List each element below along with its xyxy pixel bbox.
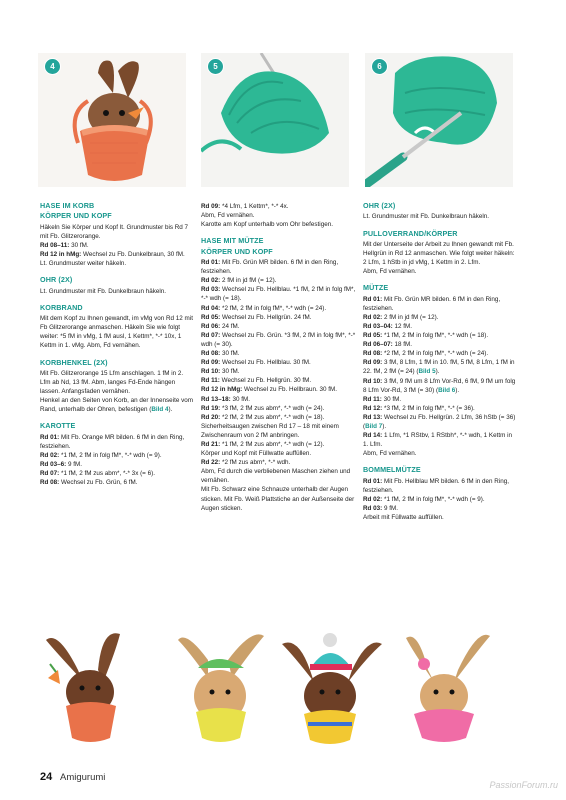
round-instruction: Rd 08: Wechsel zu Fb. Grün, 6 fM. xyxy=(40,479,138,487)
page-number: 24 xyxy=(40,771,53,783)
section-title-pulloverrand: PULLOVERRAND/KÖRPER xyxy=(363,228,458,238)
section-title-muetze: MÜTZE xyxy=(363,283,389,293)
instruction-text: Körper und Kopf mit Füllwatte auffüllen. xyxy=(201,450,312,458)
green-hat-hook-image xyxy=(365,53,513,187)
instruction-text: Lt. Grundmuster mit Fb. Dunkelbraun häkeln. xyxy=(40,287,166,295)
step-number-badge: 5 xyxy=(207,58,224,75)
instruction-text: Abm, Fd vernähen. xyxy=(201,212,255,220)
round-instruction: Rd 01: Mit Fb. Grün MR bilden. 6 fM in den Ring, festziehen. xyxy=(201,259,339,276)
section-title-bommelmuetze: BOMMELMÜTZE xyxy=(363,465,421,475)
round-instruction: Rd 12: *3 fM, 2 fM in folg fM*, *-* (= 36). xyxy=(363,404,475,412)
instruction-text: Abm, Fd vernähen. xyxy=(363,268,417,276)
instruction-text: Abm, Fd vernähen. xyxy=(363,450,417,458)
instruction-text: Henkel an den Seiten von Korb, an der Innenseite vom Rand, unterhalb der Ohren, befestigen (Bild 4). xyxy=(40,397,193,414)
round-instruction: Rd 01: Mit Fb. Hellblau MR bilden. 6 fM in den Ring, festziehen. xyxy=(363,477,509,494)
instruction-text: Lt. Grundmuster mit Fb. Dunkelbraun häkeln. xyxy=(363,213,489,221)
instruction-text: Lt. Grundmuster weiter häkeln. xyxy=(40,260,127,268)
four-bunnies-photo xyxy=(38,620,528,750)
round-instruction: Rd 21: *1 fM, 2 fM zus abm*, *-* wdh (= 12). xyxy=(201,440,325,448)
round-instruction: Rd 06: 24 fM. xyxy=(201,322,240,330)
round-instruction: Rd 10: 30 fM. xyxy=(201,368,240,376)
instruction-text: Mit Fb. Schwarz eine Schnauze unterhalb der Augen sticken. Mit Fb. Weiß Plattstiche an der Außenseite der Augen sticken. xyxy=(201,486,355,512)
watermark: PassionForum.ru xyxy=(489,780,558,790)
section-title-ohr: OHR (2X) xyxy=(363,201,396,210)
round-instruction: Rd 08: *2 fM, 2 fM in folg fM*, *-* wdh (= 24). xyxy=(363,350,489,358)
instruction-text: Mit der Unterseite der Arbeit zu Ihnen gewandt mit Fb. Hellgrün in Rd 12 anmaschen. Wie folgt weiter häkeln: 2 Lfm, 1 hStb in jd vMg, 1 Kettm in 2. Lfm. xyxy=(363,240,515,267)
section-title-korbhenkel: KORBHENKEL (2X) xyxy=(40,357,108,367)
image-reference: Bild 4 xyxy=(151,406,169,414)
magazine-title: Amigurumi xyxy=(60,772,106,783)
round-instruction: Rd 05: Wechsel zu Fb. Hellgrün. 24 fM. xyxy=(201,313,312,321)
round-instruction: Rd 11: Wechsel zu Fb. Hellgrün. 30 fM. xyxy=(201,377,312,385)
instruction-text: Mit Fb. Glitzerorange 15 Lfm anschlagen. 1 fM in 2. Lfm ab Nd, 13 fM. Abm, langes Fd-Ende hängen lassen. Anfangsfaden vernähen. xyxy=(40,369,184,396)
round-instruction: Rd 04: *2 fM, 2 fM in folg fM*, *-* wdh (= 24). xyxy=(201,304,327,312)
section-title-karotte: KAROTTE xyxy=(40,421,76,431)
round-instruction: Rd 09: Wechsel zu Fb. Hellblau. 30 fM. xyxy=(201,359,311,367)
text-column-1 xyxy=(40,202,195,487)
instruction-text: Sicherheitsaugen zwischen Rd 17 – 18 mit einem Zwischenraum von 2 fM anbringen. xyxy=(201,422,339,439)
round-instruction: Rd 05: *1 fM, 2 fM in folg fM*, *-* wdh (= 18). xyxy=(363,332,489,340)
bunny-basket-image xyxy=(38,53,186,187)
instruction-text: Karotte am Kopf unterhalb vom Ohr befestigen. xyxy=(201,221,333,229)
round-instruction: Rd 01: Mit Fb. Orange MR bilden. 6 fM in den Ring, festziehen. xyxy=(40,433,185,450)
round-instruction: Rd 08–11: 30 fM. xyxy=(40,242,89,249)
round-instruction: Rd 01: Mit Fb. Grün MR bilden. 6 fM in den Ring, festziehen. xyxy=(363,295,501,312)
round-instruction: Rd 07: Wechsel zu Fb. Grün. *3 fM, 2 fM in folg fM*, *-* wdh (= 30). xyxy=(201,331,356,348)
round-instruction: Rd 13: Wechsel zu Fb. Hellgrün. 2 Lfm, 36 hStb (= 36) (Bild 7). xyxy=(363,413,516,430)
round-instruction: Rd 12 in hMg: Wechsel zu Fb. Hellbraun. 30 fM. xyxy=(201,386,338,394)
round-instruction: Rd 03–04: 12 fM. xyxy=(363,322,413,330)
instruction-text: Mit dem Kopf zu Ihnen gewandt, im vMg von Rd 12 mit Fb Glitzerorange anmaschen. Häkeln Sie wie folgt weiter: *5 fM in vMg, 1 fM ausl, 1 Kettm*, *-* 10x, 1 Kettm in 1. vMg. Abm, Fd vernähen. xyxy=(40,315,193,350)
round-instruction: Rd 09: 3 fM, 8 Lfm, 1 fM in 10. fM, 5 fM, 8 Lfm, 1 fM in 22. fM, 2 fM (= 24) (Bild 5). xyxy=(363,359,515,376)
instruction-text: Abm, Fd durch die verbliebenen Maschen ziehen und vernähen. xyxy=(201,468,351,485)
section-title-hase-mit-muetze: HASE MIT MÜTZE xyxy=(201,236,264,246)
photo-step-5 xyxy=(201,53,349,187)
round-instruction: Rd 12 in hMg: Wechsel zu Fb. Dunkelbraun, 30 fM. xyxy=(40,251,185,259)
round-instruction: Rd 20: *2 fM, 2 fM zus abm*, *-* wdh (= 18). xyxy=(201,413,325,421)
step-number-badge: 4 xyxy=(44,58,61,75)
round-instruction: Rd 02: 2 fM in jd fM (= 12). xyxy=(363,313,439,321)
image-reference: Bild 5 xyxy=(418,368,436,376)
green-hat-crochet-image xyxy=(201,53,349,187)
instruction-text: Häkeln Sie Körper und Kopf lt. Grundmuster bis Rd 7 mit Fb. Glitzerorange. xyxy=(40,223,189,240)
step-number-badge: 6 xyxy=(371,58,388,75)
round-instruction: Rd 02: *1 fM, 2 fM in folg fM*, *-* wdh (= 9). xyxy=(40,452,162,460)
instruction-text: Arbeit mit Füllwatte auffüllen. xyxy=(363,514,444,522)
round-instruction: Rd 02: 2 fM in jd fM (= 12). xyxy=(201,277,277,285)
round-instruction: Rd 13–18: 30 fM. xyxy=(201,395,251,403)
round-instruction: Rd 22: *2 fM zus abm*, *-* wdh. xyxy=(201,459,291,467)
round-instruction: Rd 10: 3 fM, 9 fM um 8 Lfm Vor-Rd, 6 fM, 9 fM um folg 8 Lfm Vor-Rd, 3 fM (= 30) (Bild 6). xyxy=(363,377,516,394)
section-title-hase-im-korb: HASE IM KORB xyxy=(40,201,95,210)
section-title-ohr: OHR (2X) xyxy=(40,275,73,285)
round-instruction: Rd 03–6: 9 fM. xyxy=(40,461,82,469)
section-subtitle-koerper-kopf: KÖRPER UND KOPF xyxy=(40,211,112,221)
round-instruction: Rd 11: 30 fM. xyxy=(363,395,402,403)
image-reference: Bild 6 xyxy=(438,386,456,394)
round-instruction: Rd 09: *4 Lfm, 1 Kettm*, *-* 4x. xyxy=(201,203,289,210)
image-reference: Bild 7 xyxy=(365,423,383,430)
round-instruction: Rd 03: 9 fM. xyxy=(363,505,398,513)
round-instruction: Rd 03: Wechsel zu Fb. Hellblau. *1 fM, 2 fM in folg fM*, *-* wdh (= 18). xyxy=(201,286,356,303)
round-instruction: Rd 06–07: 18 fM. xyxy=(363,341,413,349)
text-column-3 xyxy=(363,202,518,522)
round-instruction: Rd 19: *3 fM, 2 fM zus abm*, *-* wdh (= 24). xyxy=(201,404,325,412)
round-instruction: Rd 08: 30 fM. xyxy=(201,350,240,358)
round-instruction: Rd 14: 1 Lfm, *1 RStbv, 1 RStbh*, *-* wdh, 1 Kettm in 1. Lfm. xyxy=(363,432,512,449)
photo-step-4 xyxy=(38,53,186,187)
section-subtitle-koerper-kopf: KÖRPER UND KOPF xyxy=(201,246,273,256)
round-instruction: Rd 02: *1 fM, 2 fM in folg fM*, *-* wdh (= 9). xyxy=(363,495,485,503)
section-title-korbrand: KORBRAND xyxy=(40,302,83,312)
text-column-2 xyxy=(201,202,356,513)
round-instruction: Rd 07: *1 fM, 2 fM zus abm*, *-* 3x (= 6). xyxy=(40,470,155,478)
photo-step-6 xyxy=(365,53,513,187)
